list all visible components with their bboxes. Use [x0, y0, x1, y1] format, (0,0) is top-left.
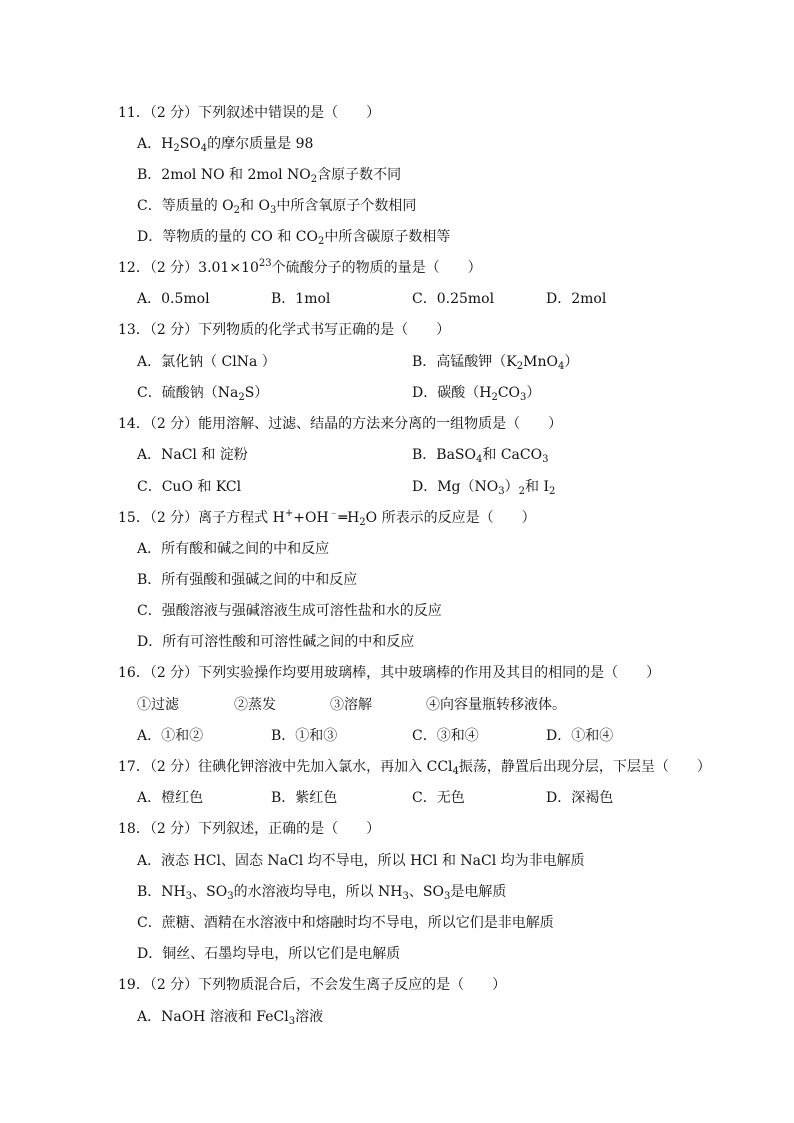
question-11-option-b: B．2mol NO 和 2mol $NO_2$含原子数不同 — [137, 167, 402, 185]
question-12-option-d: D．2mol — [546, 291, 607, 307]
question-15-stem: 15．（2 分）离子方程式 $H^++OH^﹣═H_2O$ 所表示的反应是（ ） — [118, 508, 536, 528]
question-12-option-a: A．0.5mol — [137, 291, 210, 307]
question-17-option-d: D．深褐色 — [546, 790, 614, 806]
question-14-option-b: B．BaSO$_4$和 CaCO$_3$ — [412, 447, 549, 465]
question-15-option-a: A．所有酸和碱之间的中和反应 — [137, 541, 330, 557]
question-11-stem: 11．（2 分）下列叙述中错误的是（ ） — [118, 105, 381, 121]
question-17-option-b: B．紫红色 — [271, 790, 338, 806]
question-16-option-c: C．③和④ — [412, 728, 479, 744]
question-14-option-c: C．CuO 和 KCl — [137, 479, 242, 495]
question-18-stem: 18．（2 分）下列叙述，正确的是（ ） — [118, 821, 381, 837]
question-15-option-c: C．强酸溶液与强碱溶液生成可溶性盐和水的反应 — [137, 603, 442, 619]
question-18-option-b: B．$NH_3$、$SO_3$的水溶液均导电，所以 $NH_3$、$SO_3$是电解质 — [137, 884, 507, 902]
question-18-option-d: D．铜丝、石墨均导电，所以它们是电解质 — [137, 946, 401, 962]
question-18-option-c: C．蔗糖、酒精在水溶液中和熔融时均不导电，所以它们是非电解质 — [137, 915, 554, 931]
question-18-option-a: A．液态 HCl、固态 NaCl 均不导电，所以 HCl 和 NaCl 均为非电解质 — [137, 853, 585, 869]
question-16-item-2: ②蒸发 — [234, 697, 276, 713]
question-13-option-c: C．硫酸钠$(Na_2S)$ — [137, 385, 269, 403]
question-19-option-a: A．NaOH 溶液和 FeCl$_3$溶液 — [137, 1009, 324, 1027]
question-12-stem: 12．（2 分）$3.01\times 10^{23}$个硫酸分子的物质的量是（ ） — [118, 258, 482, 276]
question-17-stem: 17．（2 分）往碘化钾溶液中先加入氯水，再加入 CCl$_4$振荡，静置后出现分层，下层呈（ ） — [118, 759, 711, 777]
question-17-option-c: C．无色 — [412, 790, 465, 806]
question-15-option-b: B．所有强酸和强碱之间的中和反应 — [137, 572, 358, 588]
question-16-option-b: B．①和③ — [271, 728, 338, 744]
question-13-option-b: B．高锰酸钾$(K_2MnO_4)$ — [412, 354, 579, 372]
question-16-item-1: ①过滤 — [137, 697, 179, 713]
question-14-option-a: A．NaCl 和 淀粉 — [137, 447, 248, 463]
question-17-option-a: A．橙红色 — [137, 790, 204, 806]
question-15-option-d: D．所有可溶性酸和可溶性碱之间的中和反应 — [137, 634, 415, 650]
question-11-option-c: C．等质量的 $O_2$和 $O_3$中所含氧原子个数相同 — [137, 198, 417, 216]
question-16-item-4: ④向容量瓶转移液体。 — [426, 697, 566, 713]
question-13-option-a: A．氯化钠（ ClNa ） — [137, 354, 276, 370]
question-13-stem: 13．（2 分）下列物质的化学式书写正确的是（ ） — [118, 322, 451, 338]
question-16-option-a: A．①和② — [137, 728, 204, 744]
question-11-option-d: D．等物质的量的 CO 和 $CO_2$中所含碳原子数相等 — [137, 229, 451, 247]
question-14-stem: 14．（2 分）能用溶解、过滤、结晶的方法来分离的一组物质是（ ） — [118, 416, 563, 432]
question-14-option-d: D．$Mg(NO_3)_2$和 $I_2$ — [412, 479, 556, 497]
question-16-item-3: ③溶解 — [330, 697, 372, 713]
question-13-option-d: D．碳酸$(H_2CO_3)$ — [412, 385, 541, 403]
question-19-stem: 19．（2 分）下列物质混合后，不会发生离子反应的是（ ） — [118, 977, 507, 993]
question-12-option-c: C．0.25mol — [412, 291, 495, 307]
question-16-option-d: D．①和④ — [546, 728, 614, 744]
question-16-stem: 16．（2 分）下列实验操作均要用玻璃棒，其中玻璃棒的作用及其目的相同的是（ ） — [118, 665, 661, 681]
question-12-option-b: B．1mol — [271, 291, 331, 307]
question-11-option-a: A．$H_2SO_4$的摩尔质量是 98 — [137, 136, 314, 154]
